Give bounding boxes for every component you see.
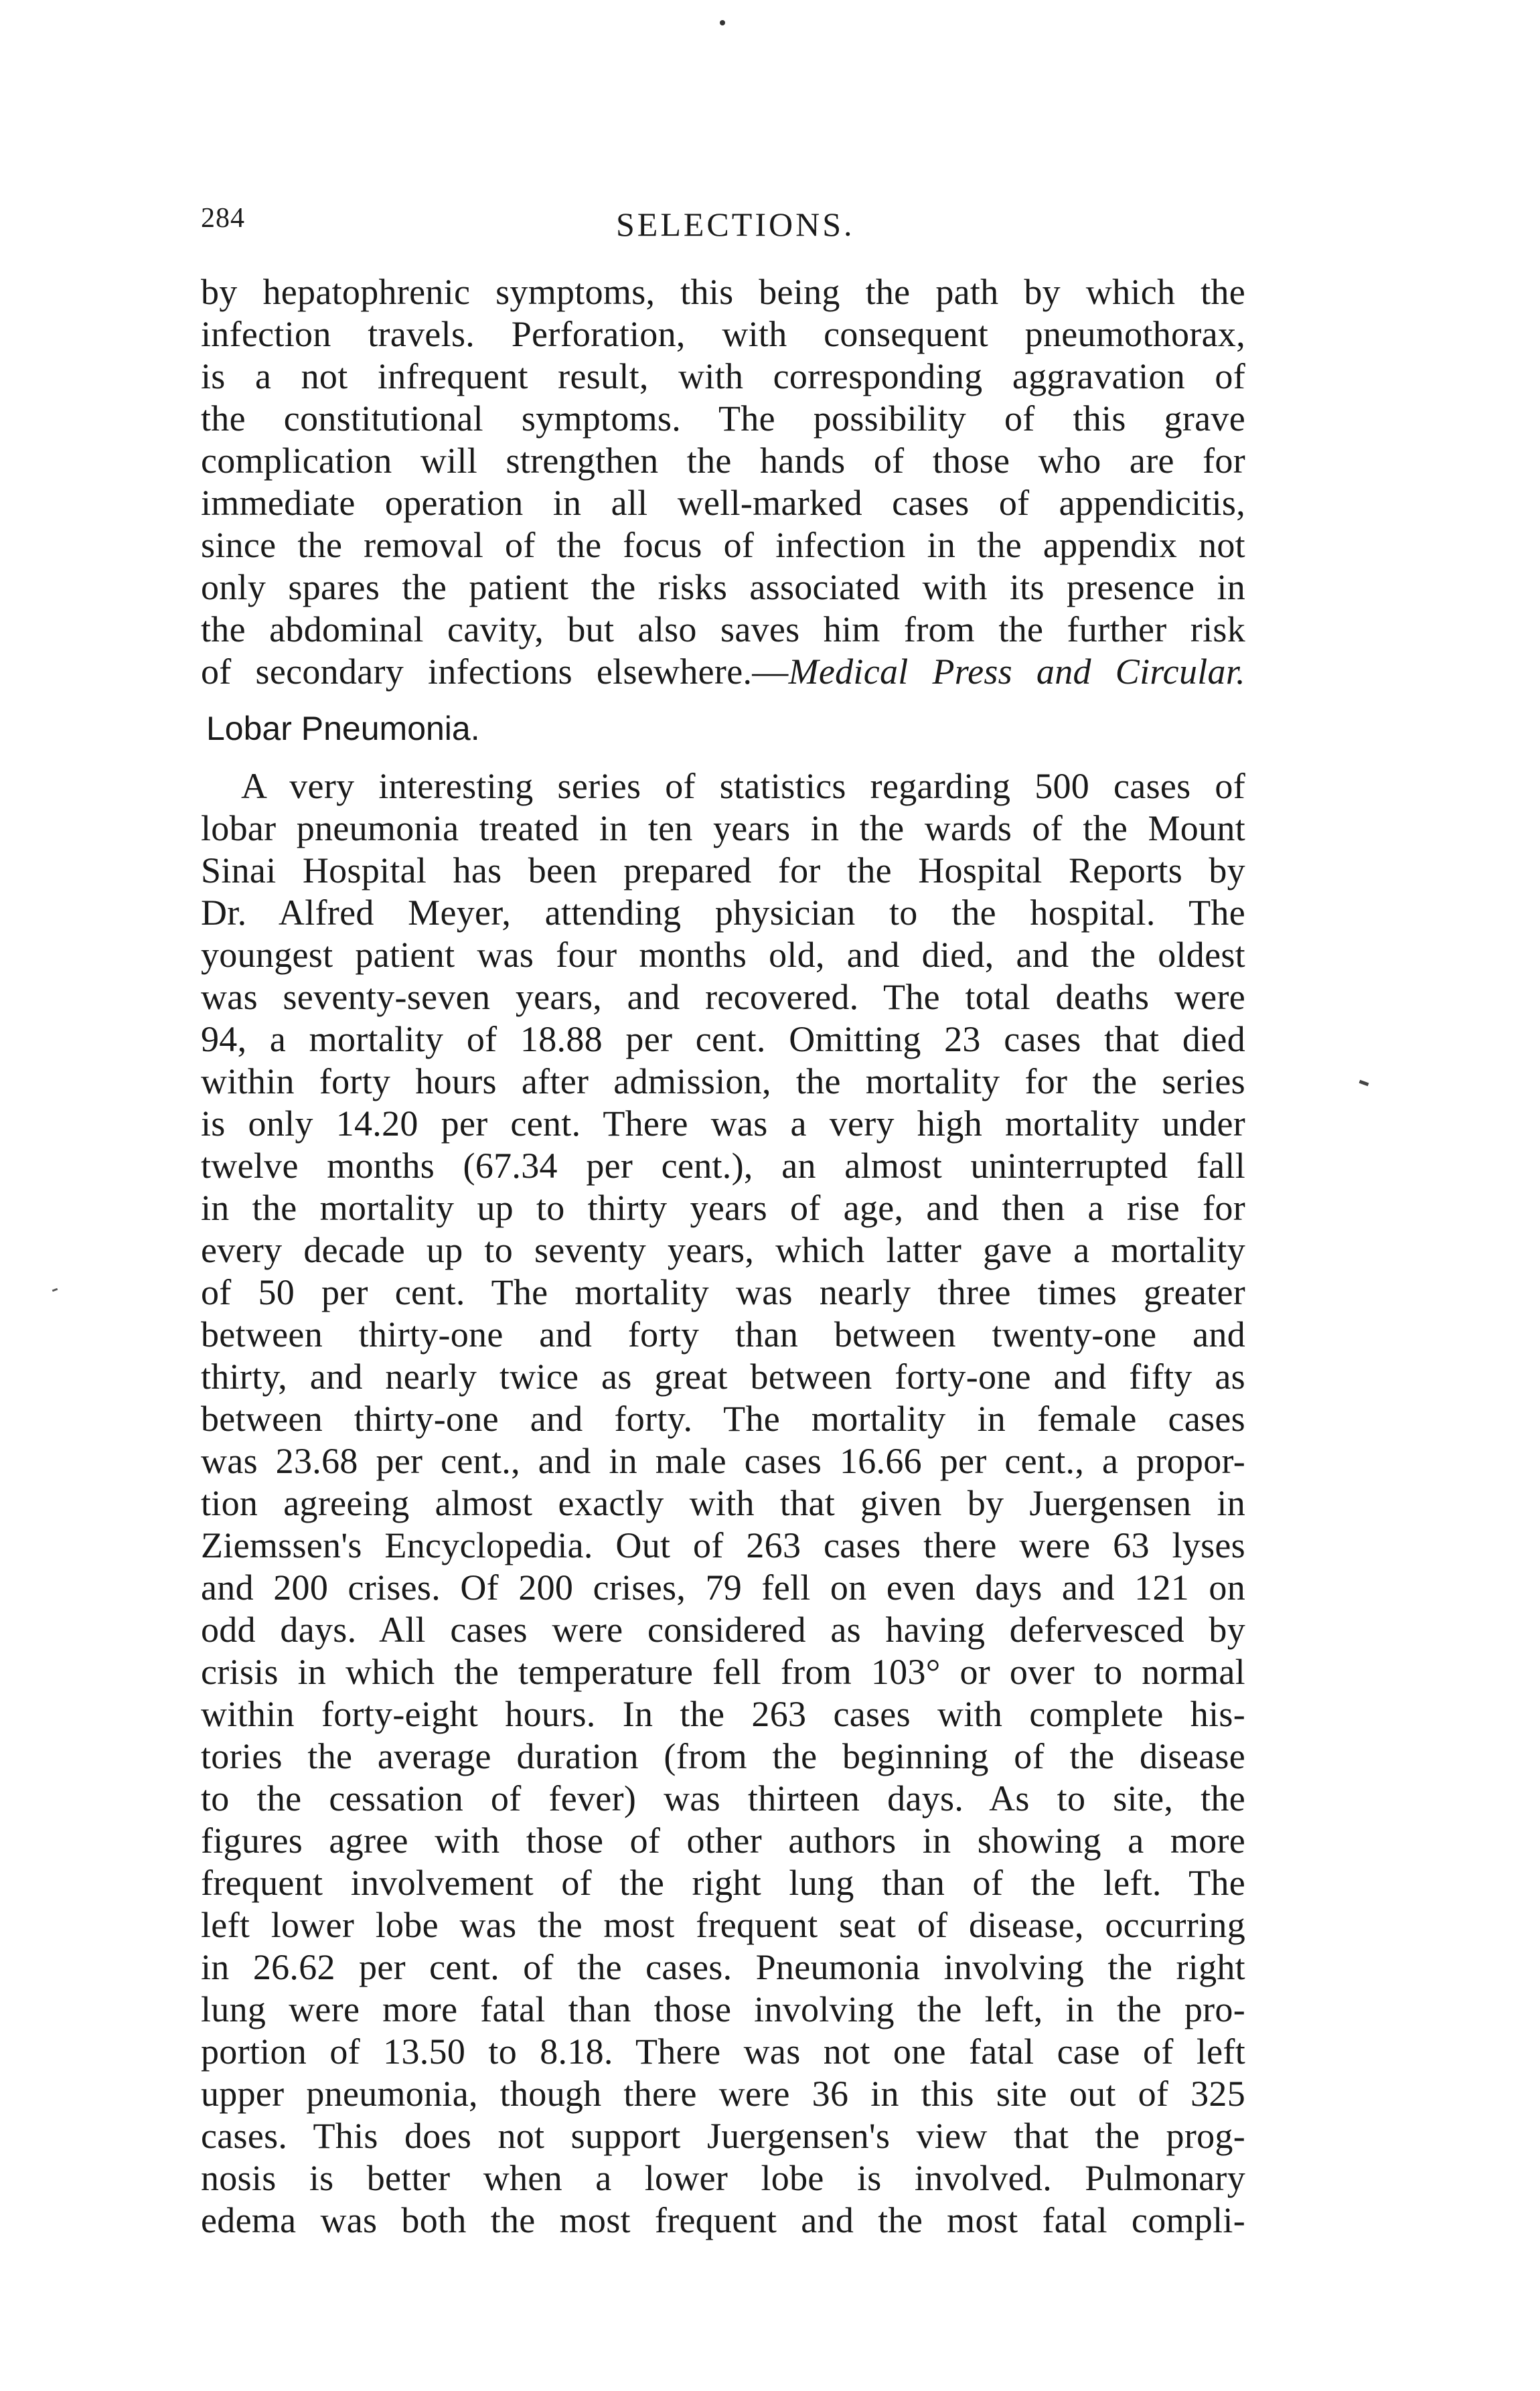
text-line: infection travels. Perforation, with consequent pneumothorax, [201, 314, 1245, 354]
text-line-with-citation [201, 651, 1245, 693]
text-line: within forty hours after admission, the mortality for the series [201, 1061, 1245, 1101]
text-line: frequent involvement of the right lung than of the left. The [201, 1863, 1245, 1903]
text-line: lobar pneumonia treated in ten years in the wards of the Mount [201, 808, 1245, 848]
page-number: 284 [201, 203, 245, 234]
running-head: SELECTIONS. [616, 206, 855, 243]
source-citation: Medical Press and Circular. [788, 651, 1245, 692]
text-line: edema was both the most frequent and the most fatal compli- [201, 2200, 1245, 2240]
text-line: the abdominal cavity, but also saves him from the further risk [201, 609, 1245, 649]
text-line: Sinai Hospital has been prepared for the Hospital Reports by [201, 850, 1245, 891]
text-line: by hepatophrenic symptoms, this being the path by which the [201, 272, 1245, 312]
text-line: between thirty-one and forty than between twenty-one and [201, 1314, 1245, 1355]
text-line: figures agree with those of other authors in showing a more [201, 1821, 1245, 1861]
text-line: the constitutional symptoms. The possibility of this grave [201, 398, 1245, 439]
text-line: youngest patient was four months old, and died, and the oldest [201, 935, 1245, 975]
text-line: cases. This does not support Juergensen's view that the prog- [201, 2116, 1245, 2156]
text-line: is only 14.20 per cent. There was a very high mortality under [201, 1103, 1245, 1144]
text-line: twelve months (67.34 per cent.), an almost uninterrupted fall [201, 1146, 1245, 1186]
text-line: was 23.68 per cent., and in male cases 16.66 per cent., a propor- [201, 1441, 1245, 1481]
text-line: Dr. Alfred Meyer, attending physician to the hospital. The [201, 893, 1245, 933]
text-line: left lower lobe was the most frequent seat of disease, occurring [201, 1905, 1245, 1945]
text-line: since the removal of the focus of infection in the appendix not [201, 525, 1245, 565]
text-line: only spares the patient the risks associated with its presence in [201, 567, 1245, 607]
ink-speck [720, 20, 725, 25]
text-line: was seventy-seven years, and recovered. The total deaths were [201, 977, 1245, 1017]
text-line: complication will strengthen the hands of those who are for [201, 441, 1245, 481]
text-line: immediate operation in all well-marked cases of appendicitis, [201, 483, 1245, 523]
text-line: in 26.62 per cent. of the cases. Pneumonia involving the right [201, 1947, 1245, 1987]
text-line: is a not infrequent result, with corresponding aggravation of [201, 356, 1245, 396]
page-header [201, 202, 1245, 249]
text-line: to the cessation of fever) was thirteen days. As to site, the [201, 1778, 1245, 1819]
text-fragment: of secondary infections elsewhere.— [201, 651, 789, 692]
text-line: crisis in which the temperature fell from 103° or over to normal [201, 1652, 1245, 1692]
body-text [201, 271, 1245, 2242]
text-line: and 200 crises. Of 200 crises, 79 fell on even days and 121 on [201, 1567, 1245, 1608]
section-heading: Lobar Pneumonia. [206, 710, 480, 747]
paragraph-appendicitis [201, 271, 1245, 693]
text-line: of 50 per cent. The mortality was nearly three times greater [201, 1272, 1245, 1312]
text-line: every decade up to seventy years, which latter gave a mortality [201, 1230, 1245, 1270]
text-line: 94, a mortality of 18.88 per cent. Omitting 23 cases that died [201, 1019, 1245, 1059]
text-line: nosis is better when a lower lobe is involved. Pulmonary [201, 2158, 1245, 2198]
text-line: portion of 13.50 to 8.18. There was not one fatal case of left [201, 2031, 1245, 2072]
text-line: tion agreeing almost exactly with that given by Juergensen in [201, 1483, 1245, 1523]
ink-speck [1359, 1080, 1369, 1086]
paragraph-lobar-pneumonia [201, 765, 1245, 2242]
text-line: Ziemssen's Encyclopedia. Out of 263 cases there were 63 lyses [201, 1525, 1245, 1565]
ink-speck [52, 1288, 58, 1292]
text-line: tories the average duration (from the beginning of the disease [201, 1736, 1245, 1776]
text-line: between thirty-one and forty. The mortality in female cases [201, 1399, 1245, 1439]
text-line: in the mortality up to thirty years of age, and then a rise for [201, 1188, 1245, 1228]
text-line: odd days. All cases were considered as having defervesced by [201, 1610, 1245, 1650]
text-line: within forty-eight hours. In the 263 cases with complete his- [201, 1694, 1245, 1734]
text-line: lung were more fatal than those involving the left, in the pro- [201, 1989, 1245, 2029]
text-line: A very interesting series of statistics regarding 500 cases of [241, 766, 1245, 806]
text-line: thirty, and nearly twice as great between forty-one and fifty as [201, 1357, 1245, 1397]
text-line: upper pneumonia, though there were 36 in this site out of 325 [201, 2074, 1245, 2114]
